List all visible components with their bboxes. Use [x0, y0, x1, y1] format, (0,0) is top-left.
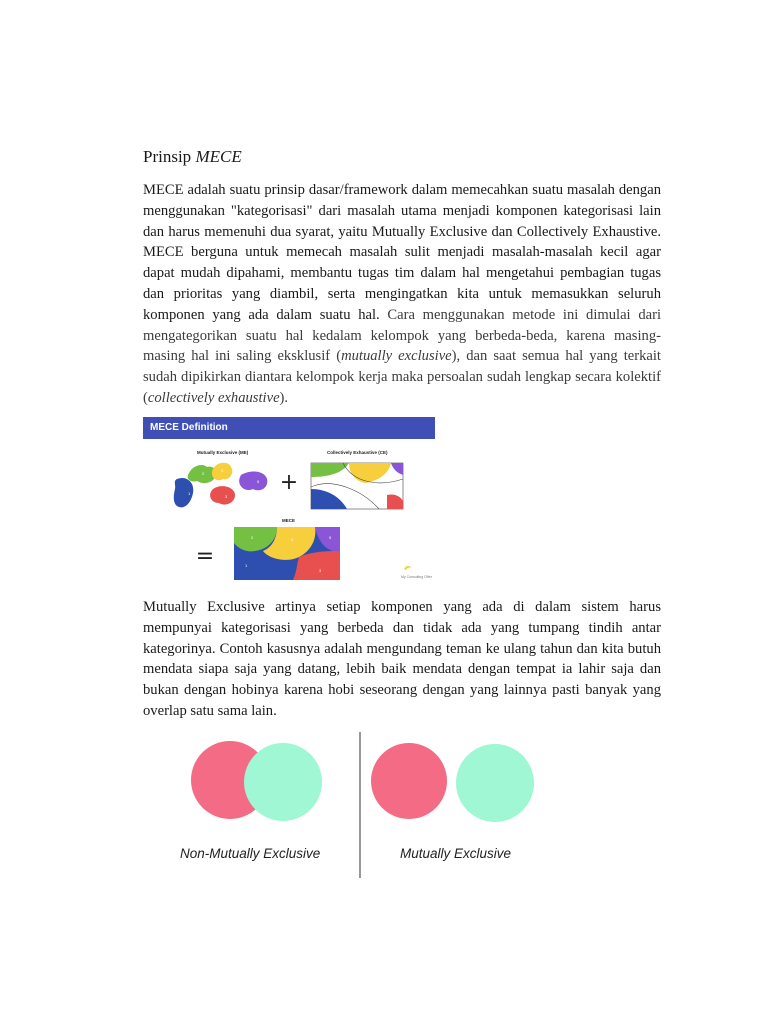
mece-banner: MECE Definition	[143, 417, 435, 439]
me-blobs	[174, 463, 268, 508]
blob-num-2: 2	[202, 471, 205, 476]
blob-red	[210, 486, 235, 504]
section-heading	[143, 146, 242, 168]
mutually-exclusive-paragraph: Mutually Exclusive artinya setiap komponen yang ada di dalam sistem harus mempunyai kategorisasi yang berbeda dan tidak ada yang tumpang tindih antar kategorinya. Contoh kasusnya adalah mengundang teman ke ulang tahun dan kita butuh mendata siapa saja yang datang, lebih baik mendata dengan tempat ia lahir saja dan bukan dengan hobinya karena hobi seseorang dengan yang lainnya pasti banyak yang overlap satu sama lain.	[143, 599, 661, 719]
mece-rectangle	[234, 527, 340, 580]
intro-emphasis-2: collectively exhaustive	[147, 389, 280, 406]
mece-illustration	[143, 417, 435, 583]
caption-non-mutually-exclusive: Non-Mutually Exclusive	[180, 846, 321, 861]
mece-num-3: 3	[319, 568, 322, 573]
separate-circle-mint	[456, 744, 534, 822]
intro-text-1: MECE adalah suatu prinsip dasar/framework dalam memecahkan suatu masalah dengan menggunakan "kategorisasi" dari masalah utama menjadi komponen kategorisasi lain dan harus memenuhi dua syarat, yaitu Mutually Exclusive dan Collectively Exhaustive. MECE berguna untuk memecah masalah sulit menjadi masalah-masalah kecil agar dapat mudah dipahami, membantu tugas tim dalam hal mengetahui pembagian tugas dan prioritas yang diambil, serta mengingatkan kita untuk memasukkan seluruh komponen yang ada dalam suatu hal.	[143, 182, 661, 323]
blob-num-3: 3	[225, 494, 228, 499]
overlap-circle-mint	[244, 743, 322, 821]
caption-mutually-exclusive: Mutually Exclusive	[400, 846, 512, 861]
intro-text-2: Cara menggunakan metode ini dimulai dari mengategorikan suatu hal kedalam kelompok yang berbeda-beda, karena masing-masing hal ini saling eksklusif (	[143, 306, 662, 365]
credit-logo-icon	[404, 566, 411, 570]
blob-purple	[239, 472, 267, 491]
figure-credit: My Consulting Offer	[401, 575, 432, 579]
ce-rectangle	[311, 463, 403, 509]
mece-num-5: 5	[329, 535, 332, 540]
label-mece: MECE	[282, 518, 296, 523]
intro-emphasis-1: mutually exclusive	[341, 348, 452, 365]
blob-num-4: 4	[221, 468, 224, 473]
venn-comparison-figure	[180, 730, 540, 880]
mece-num-2: 2	[251, 535, 254, 540]
blob-blue	[174, 478, 194, 507]
blob-num-1: 1	[188, 491, 191, 496]
intro-text-4: ).	[279, 389, 289, 406]
label-collectively-exhaustive: Collectively Exhaustive (CE)	[327, 450, 388, 455]
heading-emphasis: MECE	[195, 147, 242, 166]
intro-paragraph	[143, 180, 661, 409]
heading-prefix: Prinsip	[143, 147, 196, 166]
mece-num-1: 1	[245, 563, 248, 568]
separate-circle-pink	[371, 743, 447, 819]
equals-sign: =	[195, 544, 215, 569]
mece-num-4: 4	[291, 537, 294, 542]
label-mutually-exclusive: Mutually Exclusive (ME)	[197, 450, 249, 455]
mece-definition-figure	[143, 417, 435, 583]
intro-text-3: ), dan saat semua hal yang terkait sudah dipikirkan diantara kelompok kerja maka persoalan sudah lengkap secara kolektif (	[143, 348, 661, 406]
blob-num-5: 5	[257, 479, 260, 484]
plus-sign: +	[279, 470, 299, 495]
